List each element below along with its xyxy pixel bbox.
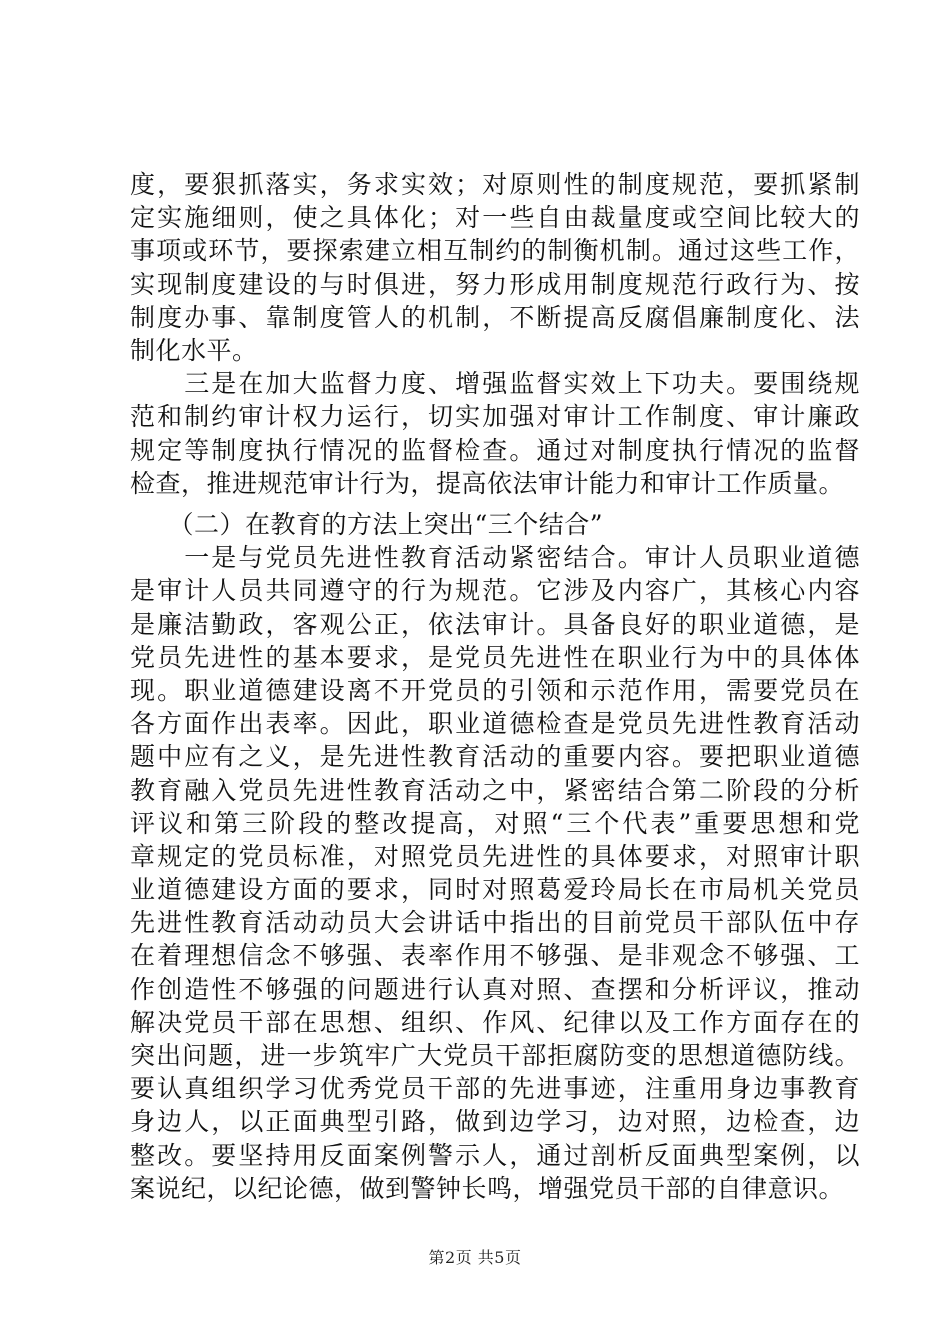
text-line: 先进性教育活动动员大会讲话中指出的目前党员干部队伍中存 xyxy=(130,908,860,938)
text-line: 章规定的党员标准，对照党员先进性的具体要求，对照审计职 xyxy=(130,841,860,871)
text-line: 制化水平。 xyxy=(130,335,258,365)
text-line: 规定等制度执行情况的监督检查。通过对制度执行情况的监督 xyxy=(130,435,860,465)
text-line: 要认真组织学习优秀党员干部的先进事迹，注重用身边事教育 xyxy=(130,1074,860,1104)
text-line: 事项或环节，要探索建立相互制约的制衡机制。通过这些工作， xyxy=(130,236,860,266)
text-line: 评议和第三阶段的整改提高，对照“三个代表”重要思想和党 xyxy=(130,808,860,838)
text-line: 身边人，以正面典型引路，做到边学习，边对照，边检查，边 xyxy=(130,1107,860,1137)
text-line: （二）在教育的方法上突出“三个结合” xyxy=(130,510,604,539)
text-line: 检查，推进规范审计行为，提高依法审计能力和审计工作质量。 xyxy=(130,468,845,498)
text-line: 在着理想信念不够强、表率作用不够强、是非观念不够强、工 xyxy=(130,941,860,971)
text-line: 度，要狠抓落实，务求实效；对原则性的制度规范，要抓紧制 xyxy=(130,170,860,199)
page-footer: 第2页 共5页 xyxy=(428,1248,522,1267)
text-line: 作创造性不够强的问题进行认真对照、查摆和分析评议，推动 xyxy=(130,974,860,1004)
text-line: 定实施细则，使之具体化；对一些自由裁量度或空间比较大的 xyxy=(130,203,860,233)
text-line: 现。职业道德建设离不开党员的引领和示范作用，需要党员在 xyxy=(130,675,860,705)
text-block-2 xyxy=(130,508,860,1205)
text-line: 制度办事、靠制度管人的机制，不断提高反腐倡廉制度化、法 xyxy=(130,302,860,332)
text-line: 突出问题，进一步筑牢广大党员干部拒腐防变的思想道德防线。 xyxy=(130,1041,860,1070)
text-line: 实现制度建设的与时俱进，努力形成用制度规范行政行为、按 xyxy=(130,269,860,299)
text-line: 题中应有之义，是先进性教育活动的重要内容。要把职业道德 xyxy=(130,742,860,772)
text-line: 是廉洁勤政，客观公正，依法审计。具备良好的职业道德，是 xyxy=(130,609,860,639)
text-line: 整改。要坚持用反面案例警示人，通过剖析反面典型案例，以 xyxy=(130,1140,860,1170)
text-line: 解决党员干部在思想、组织、作风、纪律以及工作方面存在的 xyxy=(130,1007,860,1037)
text-block-1 xyxy=(130,168,860,500)
text-line: 各方面作出表率。因此，职业道德检查是党员先进性教育活动 xyxy=(130,709,860,739)
text-line: 党员先进性的基本要求，是党员先进性在职业行为中的具体体 xyxy=(130,642,860,672)
text-line: 案说纪，以纪论德，做到警钟长鸣，增强党员干部的自律意识。 xyxy=(130,1173,845,1203)
text-line: 教育融入党员先进性教育活动之中，紧密结合第二阶段的分析 xyxy=(130,775,860,805)
text-line: 三是在加大监督力度、增强监督实效上下功夫。要围绕规 xyxy=(130,369,860,399)
text-line: 业道德建设方面的要求，同时对照葛爱玲局长在市局机关党员 xyxy=(130,875,860,905)
text-line: 一是与党员先进性教育活动紧密结合。审计人员职业道德 xyxy=(130,543,860,573)
text-line: 范和制约审计权力运行，切实加强对审计工作制度、审计廉政 xyxy=(130,402,860,432)
text-line: 是审计人员共同遵守的行为规范。它涉及内容广，其核心内容 xyxy=(130,576,860,606)
